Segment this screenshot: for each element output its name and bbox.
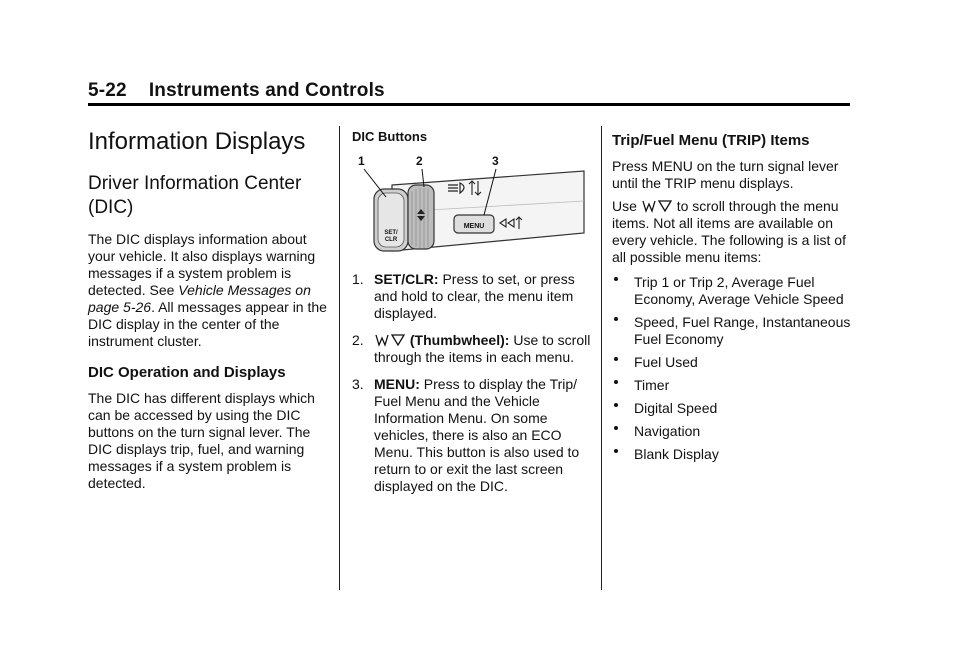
list-item: Navigation [612,423,852,440]
figure-title: DIC Buttons [352,129,428,144]
menu-items-list [612,274,852,463]
thumbwheel-up-down-icon [374,333,406,347]
bullet-icon [614,403,618,407]
list-item: 1. SET/CLR: Press to set, or press and hold to clear, the menu item displayed. [352,271,575,321]
header-rule [88,103,850,106]
section-title: Driver Information Center (DIC) [88,173,302,218]
cross-reference-link[interactable]: Vehicle Messages on page 5-26 [88,282,311,315]
subsection-paragraph: The DIC has different displays which can be accessed by using the DIC buttons on the turn signal lever. The DIC displays trip, fuel, and warning messages if a system problem is detected. [88,390,315,491]
chapter-title: Instruments and Controls [148,80,385,101]
set-clr-label-set: SET/ [384,230,398,236]
callout-3: 3 [492,154,499,168]
bullet-icon [614,426,618,430]
list-item: Speed, Fuel Range, Instantaneous Fuel Economy [612,314,852,348]
paragraph: Use to scroll through the menu items. Not all items are available on every vehicle. The following is a list of all possible menu items: [612,198,846,265]
column-2 [352,118,592,505]
running-header [88,80,385,102]
intro-paragraph: The DIC displays information about your vehicle. It also displays warning messages if a system problem is detected. See Vehicle Messages on page 5-26. All messages appear in the DIC display in the center of the instrument cluster. [88,231,327,349]
column-1 [88,118,328,492]
bullet-icon [614,277,618,281]
subsection-title: DIC Operation and Displays [88,364,286,381]
column-3 [612,118,852,469]
list-item: Fuel Used [612,354,852,371]
bullet-icon [614,357,618,361]
bullet-icon [614,317,618,321]
page-title: Information Displays [88,128,306,155]
list-item: Digital Speed [612,400,852,417]
subsection-title: Trip/Fuel Menu (TRIP) Items [612,132,810,149]
list-item: Timer [612,377,852,394]
bullet-icon [614,380,618,384]
callout-1: 1 [358,154,365,168]
list-item: 3. MENU: Press to display the Trip/ Fuel Menu and the Vehicle Information Menu. On some vehicles, there is also an ECO Menu. This button is also used to return to or exit the last screen displayed on the DIC. [352,376,580,494]
paragraph: Press MENU on the turn signal lever until the TRIP menu displays. [612,158,839,191]
list-item: 2. (Thumbwheel): Use to scroll through the items in each menu. [352,332,591,365]
column-divider [601,126,602,590]
bullet-icon [614,449,618,453]
callout-2: 2 [416,154,423,168]
list-item: Trip 1 or Trip 2, Average Fuel Economy, Average Vehicle Speed [612,274,852,308]
page-number: 5-22 [88,80,127,101]
column-divider [339,126,340,590]
list-item: Blank Display [612,446,852,463]
set-clr-label-clr: CLR [384,237,398,243]
menu-button-label: MENU [463,223,485,230]
dic-buttons-illustration [352,151,588,255]
thumbwheel-up-down-icon [641,199,673,213]
